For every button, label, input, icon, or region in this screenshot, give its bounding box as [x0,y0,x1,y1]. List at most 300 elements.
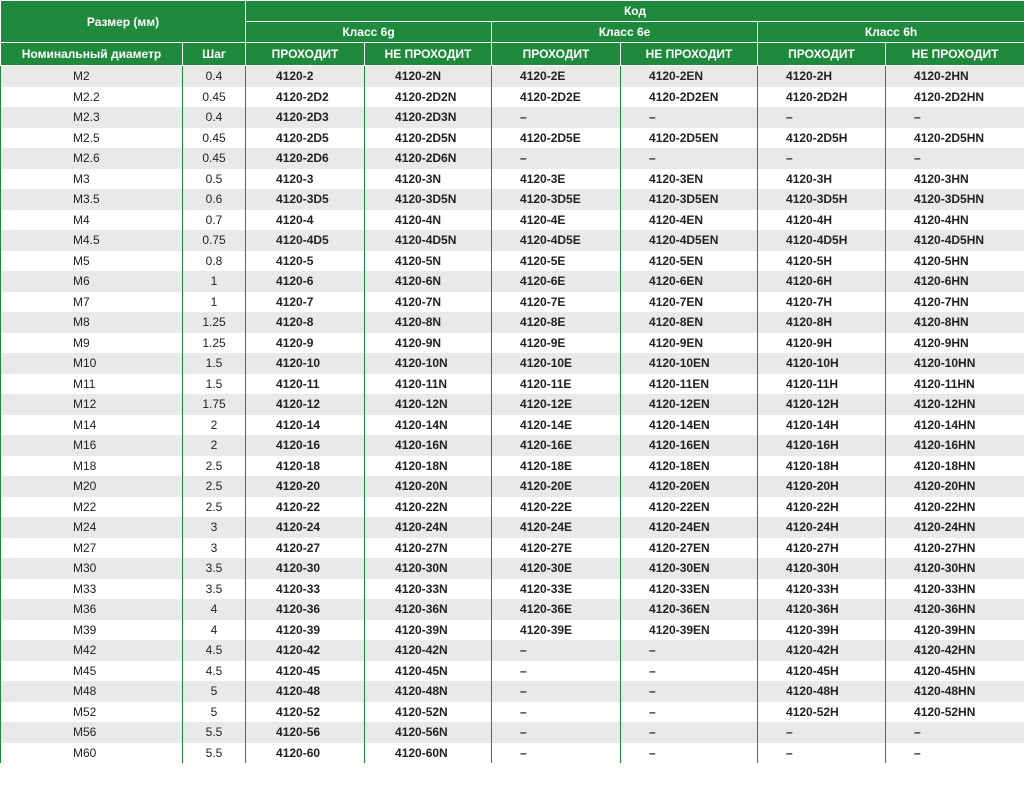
go-6h-cell: 4120-39H [758,620,886,641]
go-6e-cell: 4120-24E [492,517,621,538]
go-6h-cell: – [758,743,886,764]
nogo-6h-cell: 4120-20HN [886,476,1024,497]
pitch-cell: 0.8 [183,251,246,272]
nogo-6h-cell: 4120-6HN [886,271,1024,292]
nominal-diameter-cell: M39 [1,620,183,641]
table-row [1,128,1024,149]
nogo-6g-cell: 4120-2N [365,66,492,87]
table-row [1,107,1024,128]
nogo-6e-cell: 4120-24EN [621,517,758,538]
pitch-cell: 1.25 [183,312,246,333]
nogo-6e-cell: 4120-7EN [621,292,758,313]
nogo-6e-cell: 4120-39EN [621,620,758,641]
nominal-diameter-cell: M2.6 [1,148,183,169]
go-6g-cell: 4120-12 [246,394,365,415]
pitch-cell: 1 [183,292,246,313]
nogo-6h-cell: 4120-4D5HN [886,230,1024,251]
table-row [1,415,1024,436]
table-row [1,333,1024,354]
go-6h-cell: 4120-10H [758,353,886,374]
class-6g-header: Класс 6g [246,22,492,43]
nogo-6g-cell: 4120-3D5N [365,189,492,210]
class-6h-header: Класс 6h [758,22,1024,43]
table-row [1,456,1024,477]
pitch-cell: 1.5 [183,374,246,395]
go-6h-cell: 4120-3D5H [758,189,886,210]
pitch-cell: 4 [183,599,246,620]
pitch-cell: 1.25 [183,333,246,354]
nogo-6h-cell: – [886,743,1024,764]
go-6h-cell: – [758,722,886,743]
nominal-diameter-cell: M5 [1,251,183,272]
nogo-6e-cell: 4120-8EN [621,312,758,333]
go-6g-cell: 4120-27 [246,538,365,559]
nogo-6h-cell: 4120-8HN [886,312,1024,333]
nogo-6h-cell: 4120-24HN [886,517,1024,538]
go-6e-cell: 4120-10E [492,353,621,374]
go-6g-cell: 4120-4 [246,210,365,231]
nominal-diameter-cell: M36 [1,599,183,620]
nogo-6e-cell: 4120-33EN [621,579,758,600]
nogo-6e-cell: 4120-6EN [621,271,758,292]
pitch-cell: 0.45 [183,87,246,108]
nogo-6h-cell: 4120-52HN [886,702,1024,723]
nogo-6g-cell: 4120-8N [365,312,492,333]
table-row [1,743,1024,764]
nogo-6e-cell: 4120-2EN [621,66,758,87]
go-6e-cell: 4120-4E [492,210,621,231]
nogo-6e-cell: 4120-16EN [621,435,758,456]
nogo-6e-cell: – [621,722,758,743]
pitch-cell: 2 [183,415,246,436]
nogo-6e-cell: 4120-30EN [621,558,758,579]
class-6e-header: Класс 6e [492,22,758,43]
table-row [1,620,1024,641]
go-6g-cell: 4120-5 [246,251,365,272]
table-row [1,251,1024,272]
nogo-6e-cell: 4120-3D5EN [621,189,758,210]
pitch-cell: 0.45 [183,128,246,149]
table-row [1,517,1024,538]
nogo-6g-cell: 4120-56N [365,722,492,743]
nogo-6e-cell: 4120-10EN [621,353,758,374]
nogo-6g-cell: 4120-2D3N [365,107,492,128]
nogo-6g-cell: 4120-16N [365,435,492,456]
nominal-diameter-cell: M2.3 [1,107,183,128]
table-row [1,599,1024,620]
nominal-diameter-cell: M56 [1,722,183,743]
go-6g-cell: 4120-42 [246,640,365,661]
nogo-6h-cell: 4120-42HN [886,640,1024,661]
go-6h-cell: 4120-12H [758,394,886,415]
go-6g-cell: 4120-10 [246,353,365,374]
nogo-6e-cell: 4120-14EN [621,415,758,436]
pitch-cell: 1.5 [183,353,246,374]
nogo-6g-cell: 4120-4N [365,210,492,231]
go-6h-cell: 4120-27H [758,538,886,559]
nominal-diameter-cell: M52 [1,702,183,723]
go-6h-cell: 4120-45H [758,661,886,682]
nogo-6h-cell: 4120-30HN [886,558,1024,579]
go-6e-cell: 4120-33E [492,579,621,600]
go-6e-cell: – [492,107,621,128]
nogo-6h-cell: 4120-18HN [886,456,1024,477]
pitch-cell: 0.45 [183,148,246,169]
go-6e-cell: 4120-20E [492,476,621,497]
nominal-diameter-cell: M60 [1,743,183,764]
nogo-6h-cell: 4120-14HN [886,415,1024,436]
pitch-cell: 1 [183,271,246,292]
nogo-6h-cell: 4120-11HN [886,374,1024,395]
nogo-6e-cell: – [621,148,758,169]
table-header [1,1,1024,66]
nominal-diameter-cell: M3 [1,169,183,190]
pitch-cell: 0.7 [183,210,246,231]
table-row [1,66,1024,87]
nogo-6e-cell: 4120-12EN [621,394,758,415]
nogo-6g-cell: 4120-12N [365,394,492,415]
nogo-6g-cell: 4120-2D5N [365,128,492,149]
go-6e-cell: 4120-9E [492,333,621,354]
pitch-cell: 0.6 [183,189,246,210]
go-6h-cell: 4120-5H [758,251,886,272]
table-row [1,640,1024,661]
go-6e-cell: 4120-11E [492,374,621,395]
nogo-6e-cell: 4120-36EN [621,599,758,620]
nogo-6e-cell: – [621,661,758,682]
nogo-6g-cell: 4120-11N [365,374,492,395]
nominal-diameter-cell: M42 [1,640,183,661]
table-row [1,702,1024,723]
pitch-cell: 5 [183,681,246,702]
go-6h-cell: 4120-22H [758,497,886,518]
go-6g-cell: 4120-33 [246,579,365,600]
nogo-6e-cell: 4120-27EN [621,538,758,559]
nogo-6e-cell: 4120-18EN [621,456,758,477]
go-6h-cell: 4120-2D2H [758,87,886,108]
nogo-6h-cell: 4120-27HN [886,538,1024,559]
nominal-diameter-cell: M2 [1,66,183,87]
table-row [1,353,1024,374]
nogo-6e-cell: 4120-5EN [621,251,758,272]
go-6e-cell: – [492,681,621,702]
nogo-6h-cell: 4120-12HN [886,394,1024,415]
nogo-6h-cell: 4120-2HN [886,66,1024,87]
nogo-6h-cell: 4120-2D5HN [886,128,1024,149]
go-6h-header: ПРОХОДИТ [758,43,886,66]
go-6e-cell: 4120-22E [492,497,621,518]
table-row [1,312,1024,333]
nogo-6e-cell: 4120-2D5EN [621,128,758,149]
nogo-6h-cell: 4120-22HN [886,497,1024,518]
nominal-diameter-cell: M16 [1,435,183,456]
nogo-6g-cell: 4120-14N [365,415,492,436]
go-6h-cell: 4120-20H [758,476,886,497]
go-6h-cell: 4120-2H [758,66,886,87]
nominal-diameter-cell: M20 [1,476,183,497]
pitch-cell: 3 [183,517,246,538]
go-6g-cell: 4120-18 [246,456,365,477]
nogo-6h-cell: – [886,148,1024,169]
go-6e-cell: 4120-3E [492,169,621,190]
table-row [1,394,1024,415]
go-6e-cell: 4120-16E [492,435,621,456]
nominal-diameter-cell: M33 [1,579,183,600]
nominal-diameter-cell: M14 [1,415,183,436]
go-6h-cell: 4120-4D5H [758,230,886,251]
go-6e-cell: 4120-2D2E [492,87,621,108]
go-6h-cell: 4120-36H [758,599,886,620]
go-6e-cell: 4120-6E [492,271,621,292]
nogo-6e-cell: 4120-20EN [621,476,758,497]
go-6h-cell: 4120-18H [758,456,886,477]
go-6e-cell: – [492,640,621,661]
nogo-6g-cell: 4120-9N [365,333,492,354]
code-group-header: Код [246,1,1024,22]
nogo-6g-cell: 4120-22N [365,497,492,518]
pitch-cell: 3.5 [183,579,246,600]
nogo-6h-cell: 4120-48HN [886,681,1024,702]
pitch-cell: 0.4 [183,107,246,128]
go-6h-cell: 4120-48H [758,681,886,702]
pitch-cell: 3 [183,538,246,559]
go-6g-cell: 4120-2 [246,66,365,87]
go-6e-cell: 4120-39E [492,620,621,641]
nominal-diameter-cell: M10 [1,353,183,374]
pitch-cell: 4 [183,620,246,641]
nogo-6h-cell: 4120-39HN [886,620,1024,641]
go-6g-cell: 4120-9 [246,333,365,354]
pitch-cell: 4.5 [183,640,246,661]
nogo-6g-cell: 4120-36N [365,599,492,620]
nogo-6h-cell: – [886,722,1024,743]
table-row [1,435,1024,456]
go-6e-cell: – [492,148,621,169]
go-6h-cell: 4120-52H [758,702,886,723]
nogo-6e-cell: – [621,681,758,702]
nominal-diameter-cell: M4.5 [1,230,183,251]
nominal-diameter-cell: M27 [1,538,183,559]
pitch-cell: 2.5 [183,476,246,497]
go-6h-cell: 4120-16H [758,435,886,456]
pitch-cell: 2 [183,435,246,456]
go-6e-cell: 4120-8E [492,312,621,333]
nogo-6g-cell: 4120-33N [365,579,492,600]
go-6g-cell: 4120-2D5 [246,128,365,149]
pitch-cell: 2.5 [183,456,246,477]
nominal-diameter-cell: M22 [1,497,183,518]
table-row [1,292,1024,313]
nominal-diameter-cell: M30 [1,558,183,579]
nominal-diameter-cell: M4 [1,210,183,231]
nogo-6g-cell: 4120-30N [365,558,492,579]
nominal-diameter-cell: M9 [1,333,183,354]
go-6g-cell: 4120-2D3 [246,107,365,128]
nogo-6e-header: НЕ ПРОХОДИТ [621,43,758,66]
nominal-diameter-header: Номинальный диаметр [1,43,183,66]
go-6h-cell: 4120-8H [758,312,886,333]
nogo-6e-cell: 4120-4D5EN [621,230,758,251]
table-row [1,210,1024,231]
go-6g-cell: 4120-30 [246,558,365,579]
go-6g-cell: 4120-4D5 [246,230,365,251]
table-row [1,538,1024,559]
go-6g-cell: 4120-8 [246,312,365,333]
nogo-6g-cell: 4120-24N [365,517,492,538]
go-6e-cell: 4120-12E [492,394,621,415]
nogo-6h-cell: 4120-4HN [886,210,1024,231]
go-6e-cell: 4120-14E [492,415,621,436]
nogo-6h-cell: – [886,107,1024,128]
nogo-6g-cell: 4120-45N [365,661,492,682]
go-6h-cell: 4120-7H [758,292,886,313]
nominal-diameter-cell: M3.5 [1,189,183,210]
nogo-6g-cell: 4120-48N [365,681,492,702]
go-6h-cell: 4120-42H [758,640,886,661]
go-6h-cell: 4120-3H [758,169,886,190]
nogo-6e-cell: – [621,743,758,764]
go-6g-header: ПРОХОДИТ [246,43,365,66]
nominal-diameter-cell: M2.5 [1,128,183,149]
nogo-6e-cell: 4120-3EN [621,169,758,190]
nogo-6e-cell: 4120-11EN [621,374,758,395]
nominal-diameter-cell: M8 [1,312,183,333]
go-6g-cell: 4120-6 [246,271,365,292]
nogo-6e-cell: – [621,702,758,723]
go-6e-cell: 4120-18E [492,456,621,477]
pitch-cell: 0.75 [183,230,246,251]
go-6h-cell: 4120-6H [758,271,886,292]
nominal-diameter-cell: M45 [1,661,183,682]
nogo-6g-cell: 4120-7N [365,292,492,313]
nogo-6e-cell: 4120-9EN [621,333,758,354]
nogo-6g-cell: 4120-20N [365,476,492,497]
go-6e-cell: 4120-5E [492,251,621,272]
nogo-6g-cell: 4120-18N [365,456,492,477]
nogo-6g-cell: 4120-2D6N [365,148,492,169]
pitch-cell: 4.5 [183,661,246,682]
pitch-cell: 0.4 [183,66,246,87]
go-6h-cell: 4120-30H [758,558,886,579]
nogo-6e-cell: – [621,107,758,128]
nogo-6g-cell: 4120-5N [365,251,492,272]
table-row [1,722,1024,743]
go-6g-cell: 4120-3D5 [246,189,365,210]
go-6g-cell: 4120-20 [246,476,365,497]
go-6g-cell: 4120-16 [246,435,365,456]
nominal-diameter-cell: M18 [1,456,183,477]
go-6e-cell: – [492,661,621,682]
nominal-diameter-cell: M2.2 [1,87,183,108]
table-row [1,189,1024,210]
pitch-cell: 1.75 [183,394,246,415]
go-6g-cell: 4120-45 [246,661,365,682]
go-6e-cell: 4120-2D5E [492,128,621,149]
go-6h-cell: 4120-9H [758,333,886,354]
nogo-6h-cell: 4120-9HN [886,333,1024,354]
go-6h-cell: – [758,107,886,128]
nominal-diameter-cell: M7 [1,292,183,313]
go-6g-cell: 4120-36 [246,599,365,620]
nogo-6e-cell: 4120-22EN [621,497,758,518]
go-6g-cell: 4120-60 [246,743,365,764]
nogo-6g-cell: 4120-10N [365,353,492,374]
table-row [1,476,1024,497]
nogo-6h-cell: 4120-7HN [886,292,1024,313]
go-6g-cell: 4120-48 [246,681,365,702]
go-6h-cell: 4120-24H [758,517,886,538]
nogo-6e-cell: 4120-2D2EN [621,87,758,108]
nogo-6h-cell: 4120-2D2HN [886,87,1024,108]
nogo-6g-cell: 4120-27N [365,538,492,559]
go-6h-cell: 4120-14H [758,415,886,436]
go-6g-cell: 4120-7 [246,292,365,313]
go-6g-cell: 4120-2D6 [246,148,365,169]
table-row [1,87,1024,108]
nogo-6h-cell: 4120-36HN [886,599,1024,620]
nogo-6h-cell: 4120-10HN [886,353,1024,374]
nogo-6g-cell: 4120-39N [365,620,492,641]
go-6e-cell: 4120-27E [492,538,621,559]
table-row [1,271,1024,292]
go-6g-cell: 4120-2D2 [246,87,365,108]
go-6g-cell: 4120-14 [246,415,365,436]
nogo-6g-cell: 4120-3N [365,169,492,190]
nogo-6h-cell: 4120-45HN [886,661,1024,682]
go-6e-cell: – [492,702,621,723]
table-row [1,661,1024,682]
go-6e-cell: – [492,743,621,764]
pitch-cell: 3.5 [183,558,246,579]
go-6h-cell: 4120-11H [758,374,886,395]
pitch-cell: 2.5 [183,497,246,518]
nominal-diameter-cell: M11 [1,374,183,395]
go-6g-cell: 4120-52 [246,702,365,723]
nogo-6h-cell: 4120-33HN [886,579,1024,600]
pitch-cell: 5 [183,702,246,723]
go-6h-cell: – [758,148,886,169]
go-6e-cell: 4120-4D5E [492,230,621,251]
go-6g-cell: 4120-22 [246,497,365,518]
pitch-cell: 5.5 [183,722,246,743]
table-row [1,230,1024,251]
nogo-6g-cell: 4120-52N [365,702,492,723]
table-row [1,558,1024,579]
pitch-header: Шаг [183,43,246,66]
go-6e-cell: 4120-30E [492,558,621,579]
table-row [1,169,1024,190]
go-6h-cell: 4120-33H [758,579,886,600]
go-6g-cell: 4120-3 [246,169,365,190]
go-6e-cell: – [492,722,621,743]
table-row [1,374,1024,395]
table-row [1,497,1024,518]
nogo-6g-cell: 4120-2D2N [365,87,492,108]
nogo-6g-cell: 4120-6N [365,271,492,292]
table-row [1,579,1024,600]
nominal-diameter-cell: M24 [1,517,183,538]
table-body [1,66,1024,764]
nogo-6g-header: НЕ ПРОХОДИТ [365,43,492,66]
go-6e-header: ПРОХОДИТ [492,43,621,66]
size-group-header: Размер (мм) [1,1,246,43]
nogo-6h-cell: 4120-3D5HN [886,189,1024,210]
go-6h-cell: 4120-4H [758,210,886,231]
table-row [1,148,1024,169]
go-6e-cell: 4120-2E [492,66,621,87]
nogo-6g-cell: 4120-60N [365,743,492,764]
nominal-diameter-cell: M6 [1,271,183,292]
